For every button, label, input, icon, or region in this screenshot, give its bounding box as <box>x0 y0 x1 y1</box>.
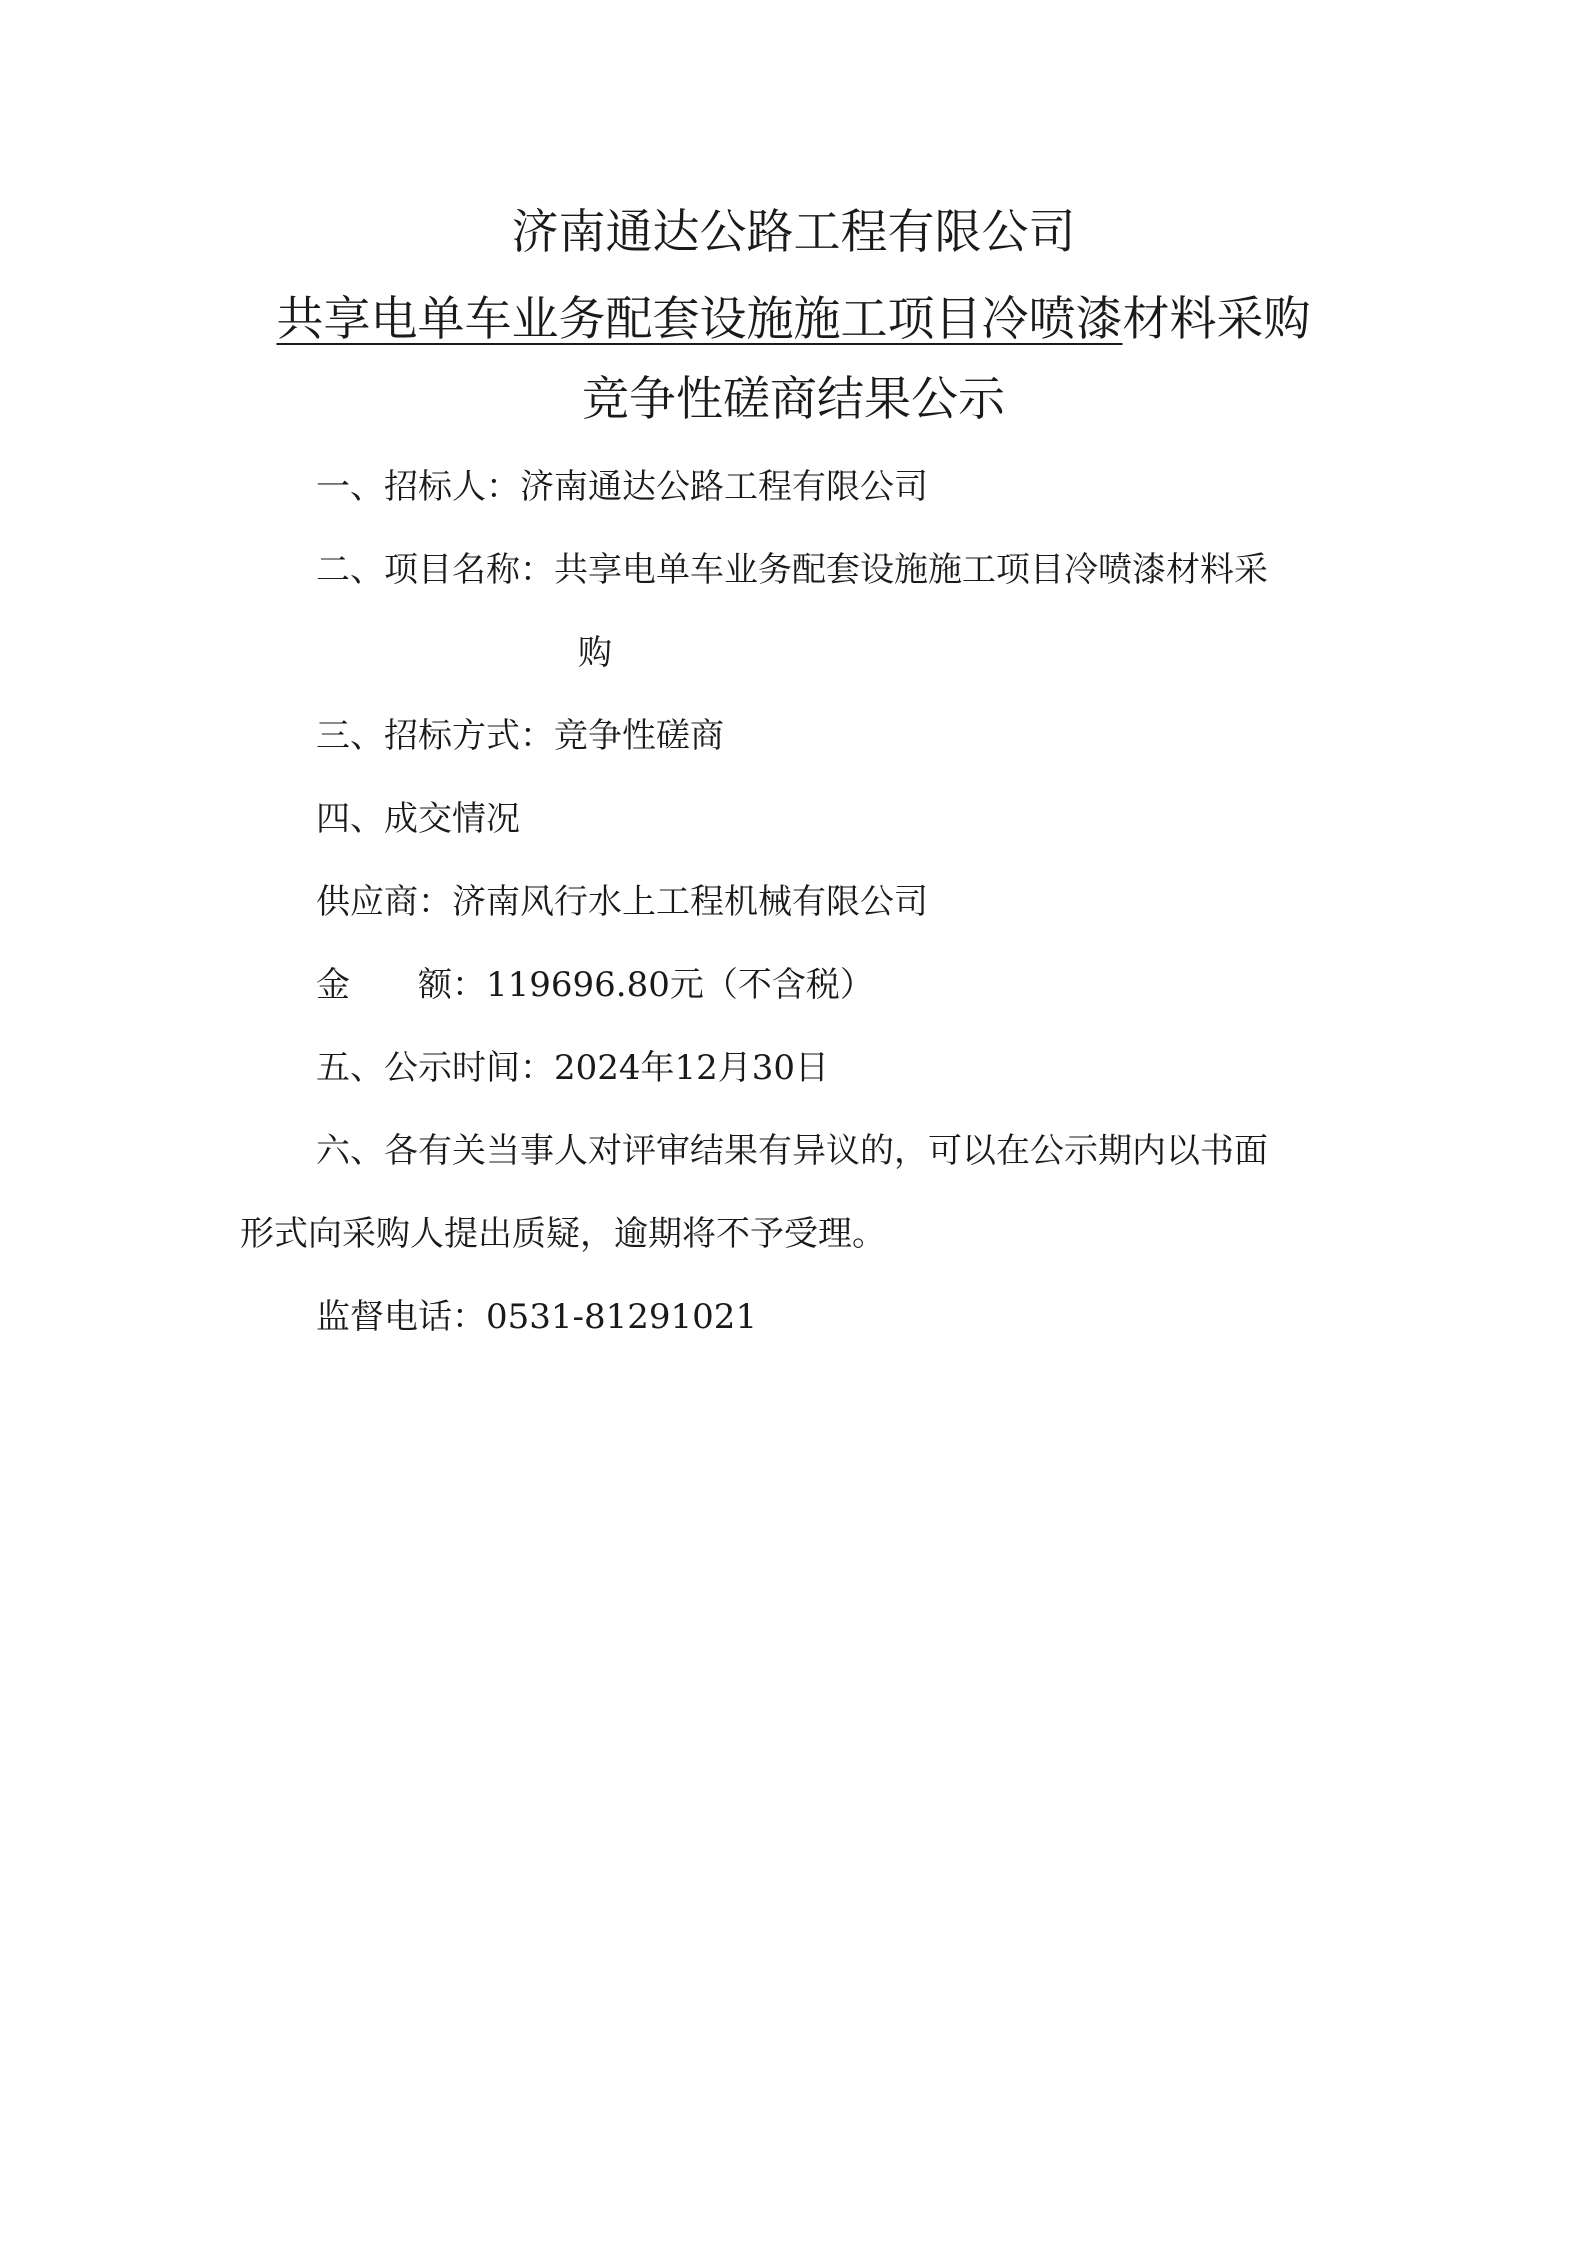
objection-line: 六、各有关当事人对评审结果有异议的，可以在公示期内以书面 <box>316 1131 1268 1171</box>
amount-line <box>316 962 874 1008</box>
tender-method-line: 三、招标方式：竞争性磋商 <box>316 716 724 756</box>
amount-label-second: 额： <box>418 965 486 1005</box>
tenderer-line: 一、招标人：济南通达公路工程有限公司 <box>316 467 928 507</box>
supervision-phone-line: 监督电话：0531-81291021 <box>316 1297 758 1337</box>
notice-subtitle: 竞争性磋商结果公示 <box>582 372 1005 427</box>
project-title-rest: 材料采购 <box>1122 292 1311 347</box>
project-title <box>0 290 1587 350</box>
deal-heading: 四、成交情况 <box>316 799 520 839</box>
company-title: 济南通达公路工程有限公司 <box>511 205 1076 260</box>
amount-label-first: 金 <box>316 965 350 1005</box>
publicity-time-line: 五、公示时间：2024年12月30日 <box>316 1048 830 1088</box>
project-name-continuation: 购 <box>578 633 612 673</box>
project-name-line: 二、项目名称：共享电单车业务配套设施施工项目冷喷漆材料采 <box>316 550 1268 590</box>
amount-value: 119696.80元（不含税） <box>486 965 874 1005</box>
supplier-line: 供应商：济南风行水上工程机械有限公司 <box>316 882 928 922</box>
objection-continuation: 形式向采购人提出质疑，逾期将不予受理。 <box>240 1214 886 1254</box>
project-title-underlined: 共享电单车业务配套设施施工项目冷喷漆 <box>276 292 1123 347</box>
